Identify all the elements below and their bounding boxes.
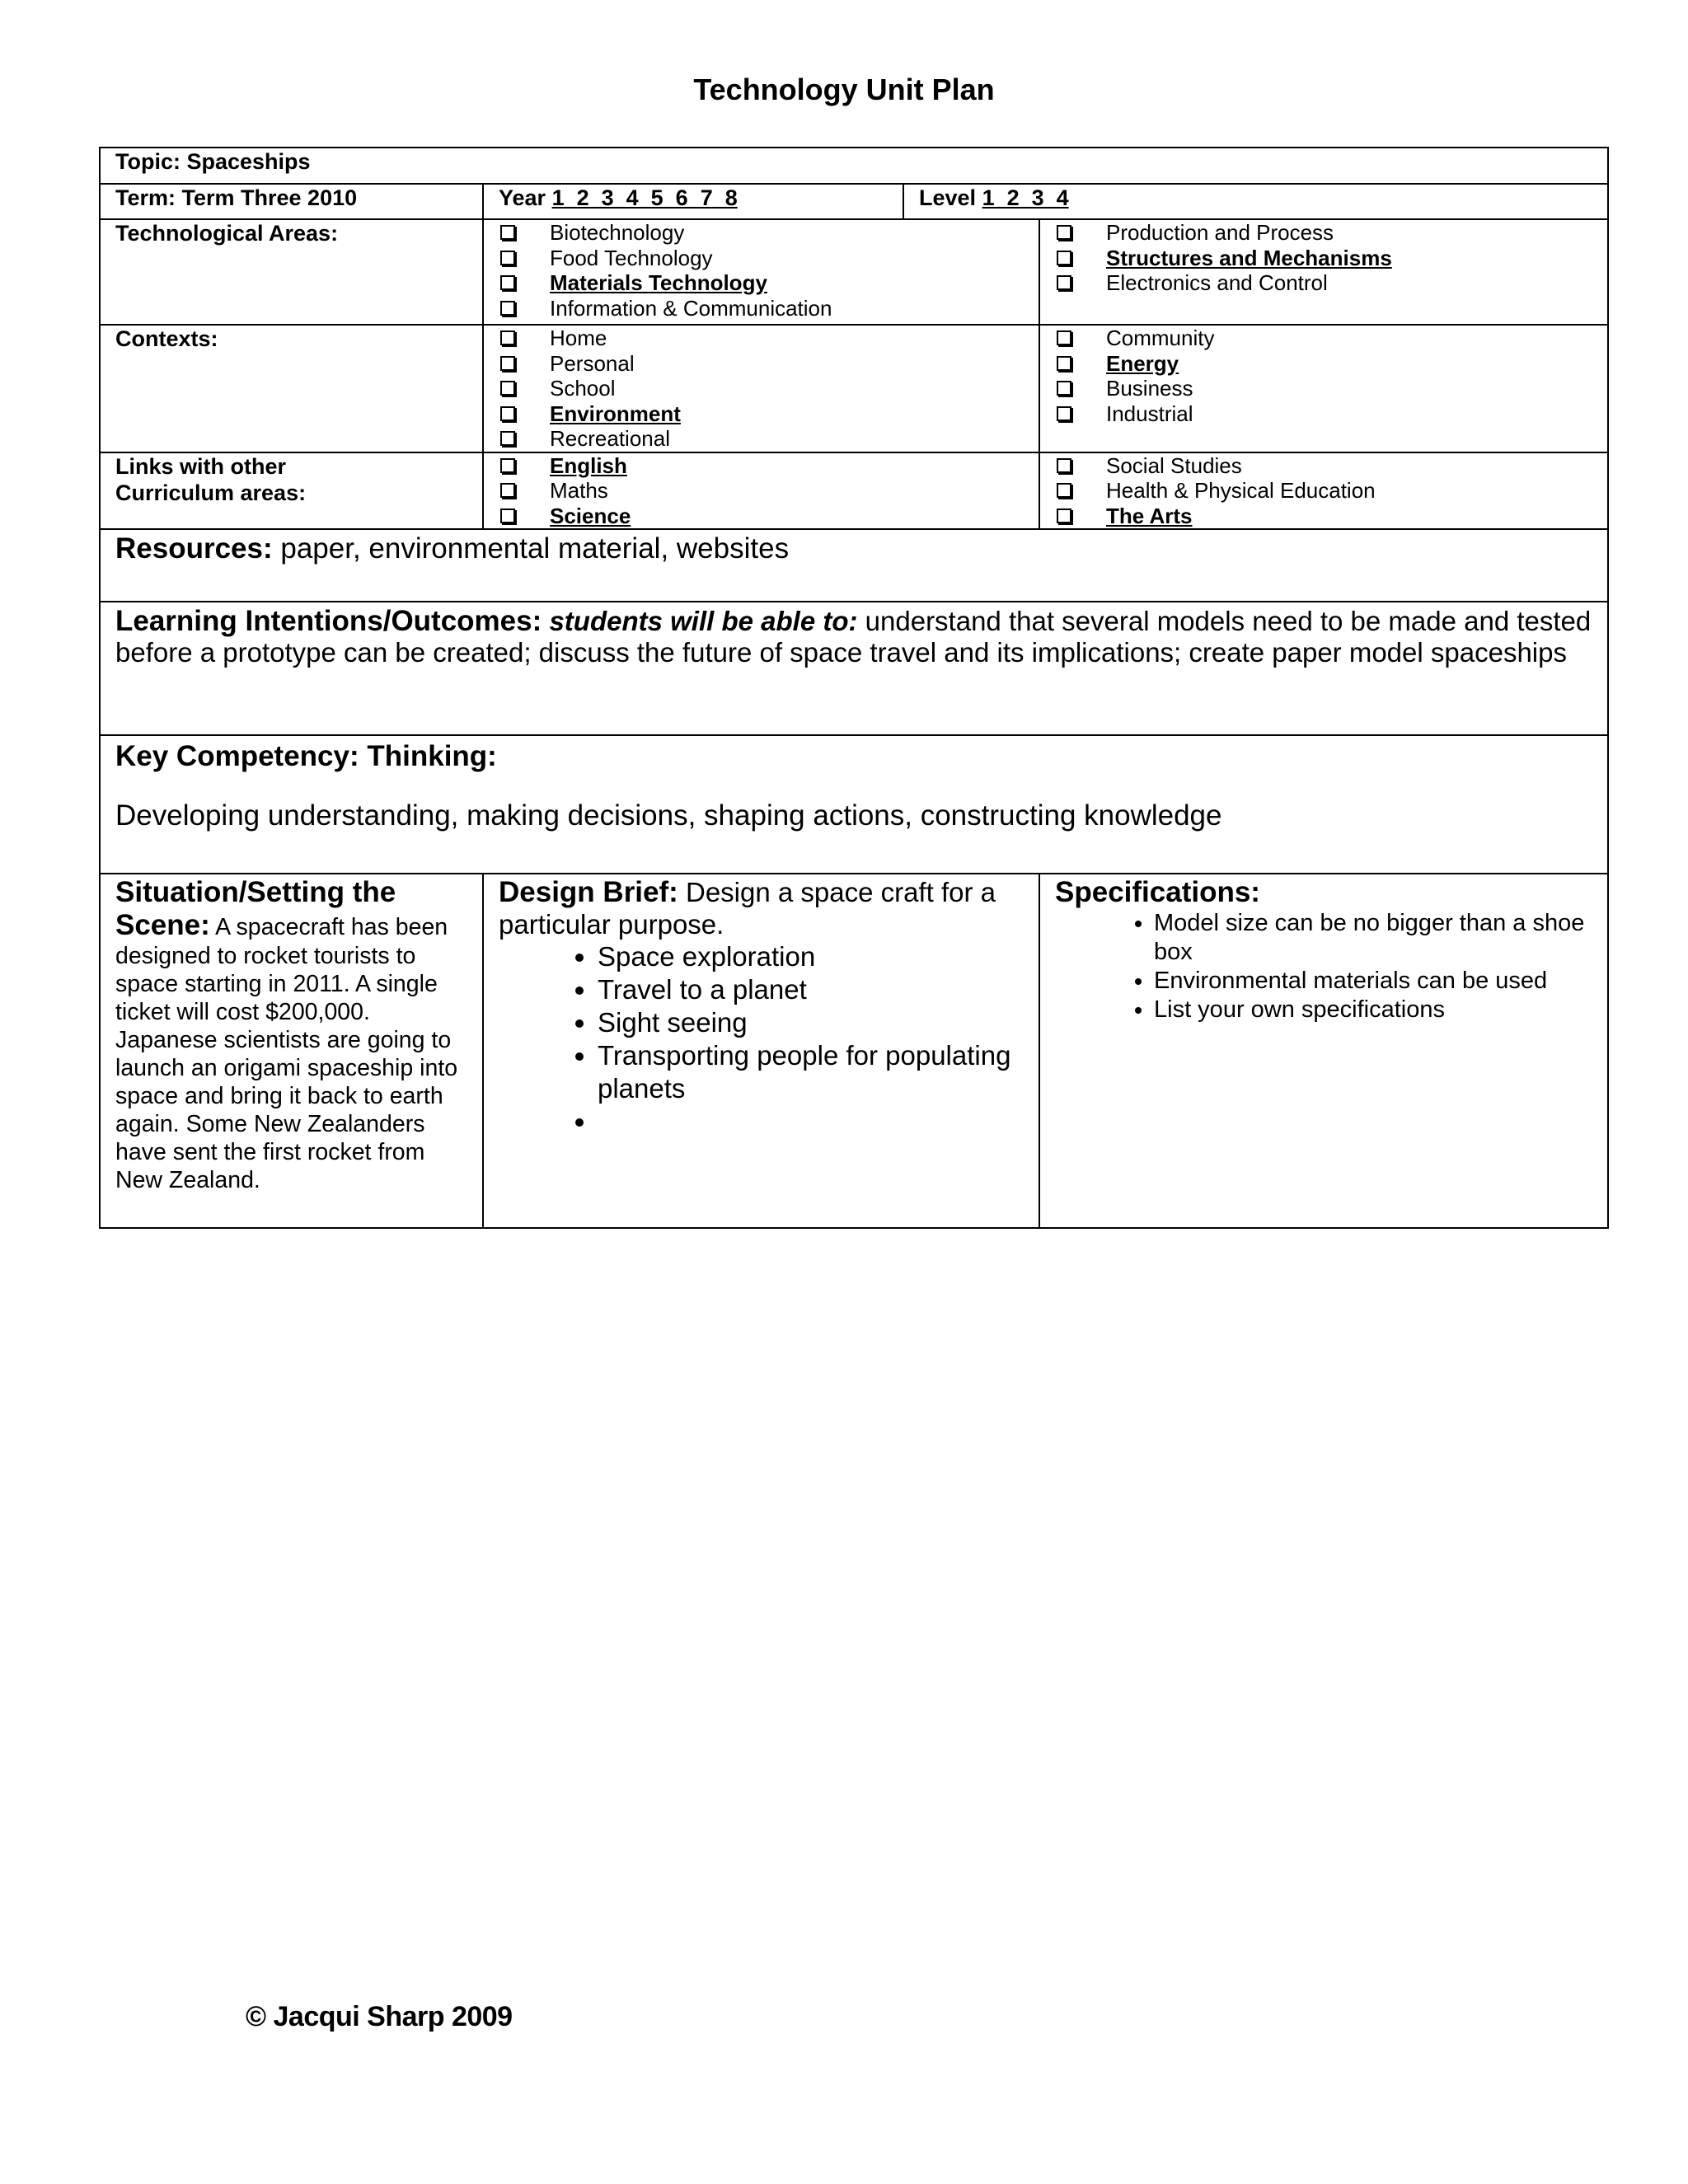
checkbox-item[interactable]: Home — [499, 326, 1024, 351]
checkbox-item[interactable]: Food Technology — [499, 246, 1024, 271]
key-competency — [100, 735, 1608, 874]
checkbox-item[interactable]: School — [499, 376, 1024, 401]
list-item: • Sight seeing — [598, 1006, 1024, 1039]
checkbox-item[interactable]: Personal — [499, 351, 1024, 377]
checkbox-item[interactable]: Social Studies — [1055, 453, 1592, 479]
list-item: • Model size can be no bigger than a shoe box — [1154, 909, 1592, 967]
resources-text: paper, environmental material, websites — [272, 532, 790, 565]
checkbox-icon[interactable] — [500, 301, 515, 316]
document-title: Technology Unit Plan — [693, 73, 995, 106]
list-item: • List your own specifications — [1154, 996, 1592, 1024]
learning-row — [100, 602, 1608, 735]
year-options: 1 2 3 4 5 6 7 8 — [551, 185, 738, 210]
links-heading: Links with other Curriculum areas: — [100, 452, 483, 530]
list-item — [598, 1105, 1024, 1138]
resources-label: Resources: — [115, 532, 273, 565]
unit-plan-table — [99, 147, 1609, 1229]
checkbox-item[interactable]: Recreational — [499, 426, 1024, 452]
design-brief-label: Design Brief: — [499, 876, 678, 908]
checkbox-icon[interactable] — [500, 458, 515, 473]
tech-areas-col1 — [483, 219, 1039, 325]
checkbox-item[interactable]: Community — [1055, 326, 1592, 351]
key-competency-label: Key Competency: Thinking: — [115, 740, 497, 772]
checkbox-icon[interactable] — [1057, 406, 1071, 421]
year-cell — [483, 184, 903, 219]
checkbox-icon[interactable] — [500, 381, 515, 396]
list-item: • Transporting people for populating planets — [598, 1039, 1024, 1105]
checkbox-icon[interactable] — [500, 225, 515, 240]
topic-row — [100, 148, 1608, 184]
key-competency-text: Developing understanding, making decisions, shaping actions, constructing knowledge — [115, 799, 1222, 832]
resources — [100, 529, 1608, 602]
specifications-list — [1055, 909, 1592, 1024]
checkbox-icon[interactable] — [500, 330, 515, 345]
specifications-label: Specifications: — [1055, 876, 1260, 908]
checkbox-icon[interactable] — [500, 483, 515, 498]
design-brief — [483, 874, 1039, 1228]
checkbox-item[interactable]: Environment — [499, 401, 1024, 427]
checkbox-item[interactable]: Production and Process — [1055, 220, 1592, 246]
checkbox-item[interactable]: Business — [1055, 376, 1592, 401]
checkbox-item[interactable]: English — [499, 453, 1024, 479]
resources-row — [100, 529, 1608, 602]
links-col2 — [1039, 452, 1608, 530]
checkbox-icon[interactable] — [500, 251, 515, 265]
contexts-col2 — [1039, 325, 1608, 452]
specifications — [1039, 874, 1608, 1228]
contexts-col1 — [483, 325, 1039, 452]
checkbox-icon[interactable] — [1057, 509, 1071, 523]
checkbox-item[interactable]: Structures and Mechanisms — [1055, 246, 1592, 271]
checkbox-icon[interactable] — [500, 431, 515, 446]
situation-text: A spacecraft has been designed to rocket tourists to space starting in 2011. A single ticket will cost $200,000. Japanese scientists are going to launch an origami spaceship into space and bring it back to earth again. Some New Zealanders have sent the first rocket from New Zealand. — [115, 914, 458, 1193]
links-row — [100, 452, 1608, 530]
topic: Topic: Spaceships — [100, 148, 1608, 184]
tech-areas-heading: Technological Areas: — [100, 219, 483, 325]
checkbox-icon[interactable] — [500, 275, 515, 290]
checkbox-item[interactable]: Electronics and Control — [1055, 270, 1592, 296]
checkbox-item[interactable]: Materials Technology — [499, 270, 1024, 296]
copyright-footer: © Jacqui Sharp 2009 — [246, 2001, 513, 2032]
checkbox-icon[interactable] — [500, 509, 515, 523]
checkbox-item[interactable]: The Arts — [1055, 504, 1592, 529]
checkbox-icon[interactable] — [1057, 251, 1071, 265]
checkbox-icon[interactable] — [1057, 381, 1071, 396]
learning-text: understand that several models need to be made and tested before a prototype can be created; discuss the future of space travel and its implications; create paper model spaceships — [115, 606, 1592, 668]
tech-areas-row — [100, 219, 1608, 325]
checkbox-item[interactable]: Maths — [499, 478, 1024, 504]
level-label: Level — [919, 185, 977, 210]
year-label: Year — [499, 185, 546, 210]
checkbox-icon[interactable] — [500, 406, 515, 421]
situation — [100, 874, 483, 1228]
checkbox-item[interactable]: Science — [499, 504, 1024, 529]
design-brief-text: Design a space craft for a particular purpose. — [499, 877, 996, 940]
checkbox-icon[interactable] — [500, 356, 515, 371]
checkbox-item[interactable]: Industrial — [1055, 401, 1592, 427]
checkbox-icon[interactable] — [1057, 275, 1071, 290]
learning-label: Learning Intentions/Outcomes: — [115, 605, 542, 637]
checkbox-item[interactable]: Information & Communication — [499, 296, 1024, 321]
level-options: 1 2 3 4 — [982, 185, 1069, 210]
tech-areas-col2 — [1039, 219, 1608, 325]
contexts-heading: Contexts: — [100, 325, 483, 452]
contexts-row — [100, 325, 1608, 452]
key-competency-row — [100, 735, 1608, 874]
list-item: • Travel to a planet — [598, 973, 1024, 1006]
checkbox-item[interactable]: Health & Physical Education — [1055, 478, 1592, 504]
checkbox-icon[interactable] — [1057, 356, 1071, 371]
learning-intentions — [100, 602, 1608, 735]
checkbox-icon[interactable] — [1057, 225, 1071, 240]
term-row — [100, 184, 1608, 219]
design-brief-list — [499, 940, 1024, 1138]
checkbox-item[interactable]: Biotechnology — [499, 220, 1024, 246]
checkbox-item[interactable]: Energy — [1055, 351, 1592, 377]
situation-label: Situation/Setting the Scene: — [115, 876, 396, 941]
links-col1 — [483, 452, 1039, 530]
brief-row — [100, 874, 1608, 1228]
learning-lead: students will be able to: — [549, 606, 858, 636]
list-item: • Environmental materials can be used — [1154, 967, 1592, 996]
list-item: • Space exploration — [598, 940, 1024, 973]
level-cell — [903, 184, 1608, 219]
checkbox-icon[interactable] — [1057, 458, 1071, 473]
term: Term: Term Three 2010 — [100, 184, 483, 219]
checkbox-icon[interactable] — [1057, 330, 1071, 345]
checkbox-icon[interactable] — [1057, 483, 1071, 498]
